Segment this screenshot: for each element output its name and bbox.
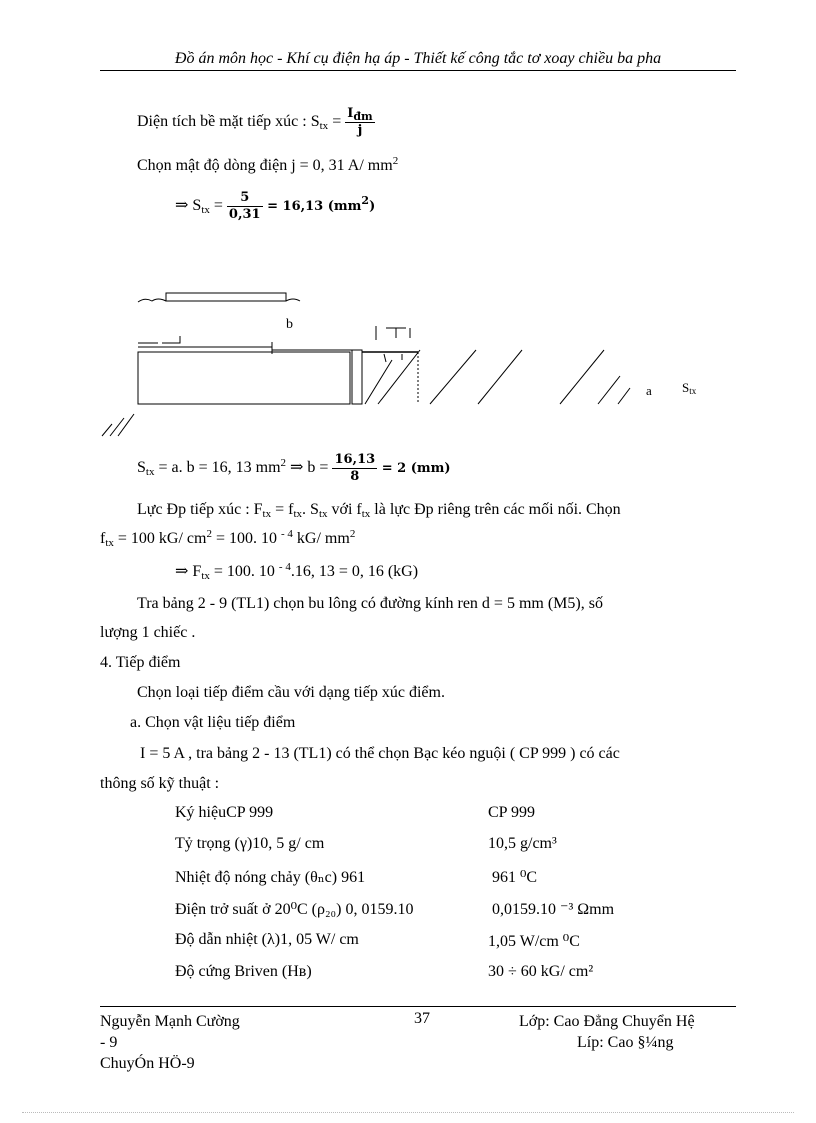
- b-den: 8: [350, 468, 360, 484]
- stx-ab-sub: tx: [145, 465, 155, 478]
- stx-result: [262, 193, 376, 214]
- force-l1-s4: tx: [361, 508, 371, 520]
- force-l1-c: . S: [302, 501, 319, 518]
- b-num: 16,13: [334, 452, 376, 467]
- force-l2-b: = 100 kG/ cm: [113, 530, 207, 547]
- force-l1-b: = f: [271, 501, 294, 518]
- section-intro: Chọn loại tiếp điểm cầu với dạng tiếp xúc điểm.: [137, 684, 445, 701]
- force-l2-c: = 100. 10: [211, 530, 281, 547]
- force-res-sup: - 4: [278, 561, 291, 573]
- stx-fraction: [227, 190, 263, 222]
- force-l1-d: với f: [327, 501, 362, 518]
- spec-right-2: 961 ⁰C: [492, 869, 538, 886]
- force-l1-s1: tx: [262, 508, 272, 520]
- footer-class-2: Líp: Cao §¼ng: [577, 1034, 674, 1051]
- material-line-2: thông số kỹ thuật :: [100, 775, 220, 792]
- hatch-5: [560, 350, 604, 404]
- force-l2-sup2: - 4: [281, 528, 293, 540]
- stx-result-end: ): [369, 198, 376, 214]
- section-subheading: a. Chọn vật liệu tiếp điểm: [130, 714, 296, 731]
- bolt-line-2: lượng 1 chiếc .: [100, 624, 196, 641]
- hatch-1: [365, 360, 392, 404]
- spec-right-4: 1,05 W/cm ⁰C: [488, 933, 580, 950]
- label-stx-sub: tx: [689, 386, 697, 396]
- contact-area-formula: [137, 106, 375, 138]
- page-header: Đồ án môn học - Khí cụ điện hạ áp - Thiết kế công tắc tơ xoay chiều ba pha: [100, 50, 736, 71]
- b-result: = 2 (mm): [377, 460, 451, 476]
- stx-num: 5: [227, 190, 263, 207]
- stx-den: 0,31: [228, 206, 261, 222]
- contact-area-eq: =: [328, 112, 346, 130]
- stx-result-text: = 16,13 (mm: [262, 198, 362, 214]
- stx-ab-s: S: [137, 458, 146, 476]
- spec-right-1: 10,5 g/cm³: [488, 835, 557, 852]
- wavy-left-top: [138, 299, 166, 302]
- force-l2-sub: tx: [105, 537, 114, 549]
- stx-ab-line: [137, 452, 451, 484]
- spec-left-3: Điện trở suất ở 20⁰C (ρ₂₀) 0, 0159.10: [175, 901, 414, 918]
- force-line-2: [100, 529, 355, 548]
- contact-area-num: I: [347, 106, 354, 121]
- b-fraction: [332, 452, 377, 484]
- force-l1-e: là lực Đp riêng trên các mối nối. Chọn: [370, 501, 621, 518]
- terminal-marks: [376, 326, 410, 340]
- stx-ab-text: = a. b = 16, 13 mm: [154, 458, 281, 476]
- footer-class-1: Lớp: Cao Đẳng Chuyển Hệ: [519, 1013, 695, 1030]
- hatch-2: [378, 350, 420, 404]
- spec-left-1: Tỷ trọng (γ)10, 5 g/ cm: [175, 835, 325, 852]
- force-line-1: [137, 500, 621, 519]
- material-line-1: I = 5 A , tra bảng 2 - 13 (TL1) có thể chọn Bạc kéo nguội ( CP 999 ) có các: [140, 745, 620, 762]
- force-result-line: [175, 562, 418, 581]
- force-l1-s3: tx: [318, 508, 328, 520]
- spec-right-0: CP 999: [488, 804, 535, 821]
- force-l2-d: kG/ mm: [292, 530, 350, 547]
- spec-right-5: 30 ÷ 60 kG/ cm²: [488, 963, 594, 980]
- spec-left-5: Độ cứng Briven (Hʙ): [175, 963, 312, 980]
- footer-author-1: Nguyễn Mạnh Cường: [100, 1013, 240, 1030]
- bolt-line-1: Tra bảng 2 - 9 (TL1) chọn bu lông có đường kính ren d = 5 mm (M5), số: [137, 595, 603, 612]
- contact-block: [352, 350, 362, 404]
- stx-eq: =: [209, 196, 227, 214]
- current-density-sup: 2: [392, 155, 399, 167]
- force-res-c: .16, 13 = 0, 16 (kG): [290, 563, 419, 580]
- force-l1-a: Lực Đp tiếp xúc : F: [137, 501, 263, 518]
- force-l2-sup1: 2: [206, 528, 212, 540]
- contact-area-sub: tx: [319, 119, 329, 132]
- contact-area-den: j: [357, 122, 363, 138]
- label-a: a: [646, 383, 652, 398]
- stx-sub: tx: [201, 203, 210, 216]
- force-l2-a: f: [100, 530, 106, 547]
- contact-area-fraction: [345, 106, 374, 138]
- label-stx: [682, 380, 697, 396]
- contact-area-label: Diện tích bề mặt tiếp xúc : S: [137, 112, 320, 130]
- current-density-line: [137, 156, 398, 175]
- hatch-6: [598, 376, 620, 404]
- contact-diagram: [90, 280, 730, 445]
- footer-author-3: ChuyÓn HÖ-9: [100, 1055, 195, 1072]
- force-res-sub: tx: [201, 570, 210, 582]
- label-stx-main: S: [682, 380, 690, 395]
- label-b: b: [286, 317, 293, 332]
- force-res-a: ⇒ F: [175, 563, 202, 580]
- stx-ab-arrow: ⇒ b =: [286, 458, 333, 476]
- terminal-ticks: [384, 354, 402, 362]
- section-heading: 4. Tiếp điểm: [100, 654, 181, 671]
- spec-left-2: Nhiệt độ nóng chảy (θₙc) 961: [175, 869, 366, 886]
- top-bar: [166, 293, 286, 301]
- stx-result-sup: 2: [361, 193, 370, 207]
- spec-right-3: 0,0159.10 ⁻³ Ωmm: [492, 901, 615, 918]
- force-res-b: = 100. 10: [209, 563, 279, 580]
- force-l1-s2: tx: [293, 508, 303, 520]
- stx-result-line: [175, 190, 375, 222]
- stx-arrow: ⇒ S: [175, 196, 202, 214]
- hatch-7: [618, 388, 630, 404]
- contact-area-num-sub: đm: [353, 110, 373, 123]
- stx-ab-sup: 2: [280, 456, 287, 469]
- hatch-4: [478, 350, 522, 404]
- force-l2-sup3: 2: [349, 528, 356, 540]
- spec-left-0: Ký hiệuCP 999: [175, 804, 274, 821]
- footer-divider: [100, 1006, 736, 1007]
- current-density-text: Chọn mật độ dòng điện j = 0, 31 A/ mm: [137, 157, 393, 174]
- wavy-right-top: [286, 299, 300, 301]
- hatch-bottom-left: [102, 414, 134, 436]
- spec-left-4: Độ dẫn nhiệt (λ)1, 05 W/ cm: [175, 931, 359, 948]
- footer-page-number: 37: [414, 1010, 430, 1027]
- left-connector: [138, 336, 180, 343]
- page-bottom-edge: [22, 1112, 794, 1113]
- main-block: [138, 352, 350, 404]
- hatch-3: [430, 350, 476, 404]
- footer-author-2: - 9: [100, 1034, 118, 1051]
